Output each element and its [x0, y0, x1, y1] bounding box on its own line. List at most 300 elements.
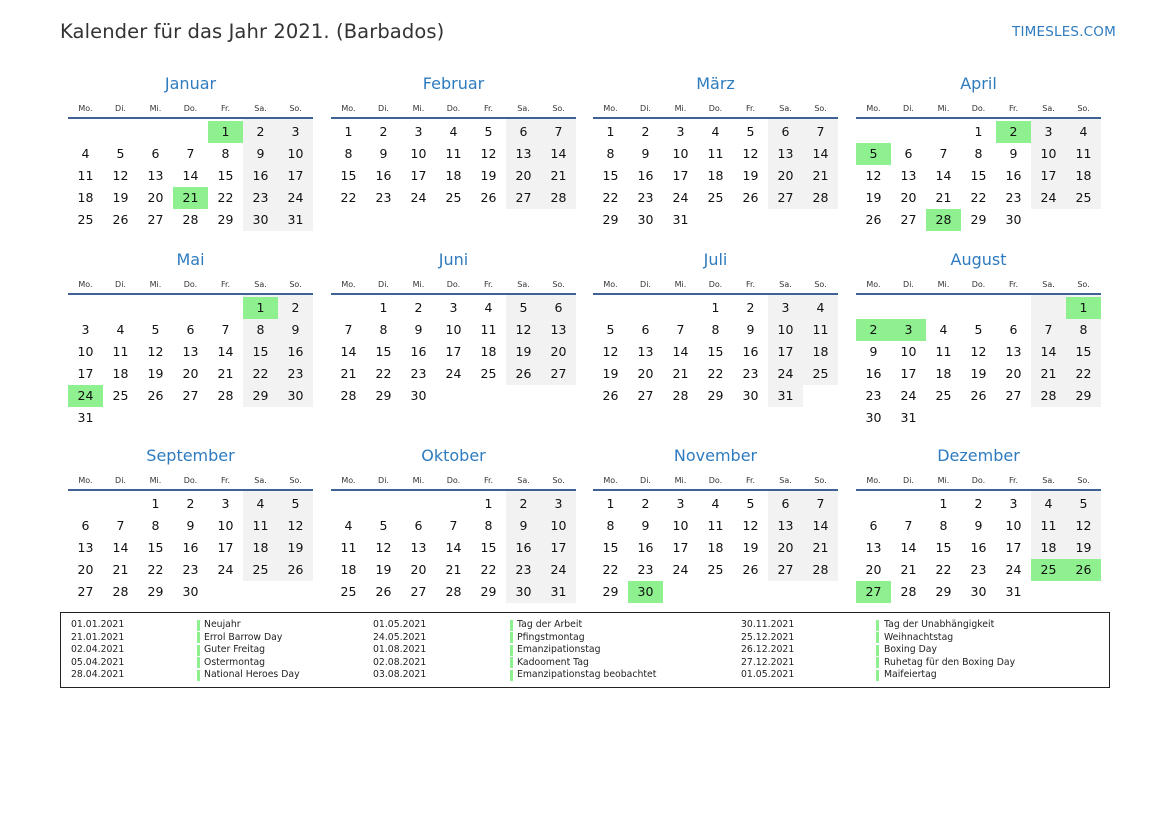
calendar-day[interactable]: 15	[602, 540, 619, 555]
calendar-day[interactable]: 24	[550, 562, 567, 577]
calendar-day[interactable]: 2	[641, 496, 650, 511]
calendar-day[interactable]: 11	[812, 322, 829, 337]
calendar-day[interactable]: 27	[777, 562, 794, 577]
calendar-day[interactable]: 2	[414, 300, 423, 315]
calendar-day[interactable]: 9	[519, 518, 528, 533]
calendar-day[interactable]: 28	[217, 388, 234, 403]
calendar-day[interactable]: 24	[410, 190, 427, 205]
calendar-day[interactable]: 28	[112, 584, 129, 599]
calendar-day[interactable]: 14	[217, 344, 234, 359]
calendar-day[interactable]: 18	[1075, 168, 1092, 183]
calendar-day[interactable]: 23	[637, 562, 654, 577]
calendar-day[interactable]: 11	[707, 146, 724, 161]
calendar-day[interactable]: 27	[147, 212, 164, 227]
calendar-day[interactable]: 26	[742, 562, 759, 577]
calendar-day[interactable]: 29	[147, 584, 164, 599]
calendar-day[interactable]: 7	[186, 146, 195, 161]
calendar-day[interactable]: 19	[375, 562, 392, 577]
calendar-day[interactable]: 20	[637, 366, 654, 381]
calendar-day[interactable]: 11	[252, 518, 269, 533]
calendar-day[interactable]: 17	[672, 168, 689, 183]
calendar-day[interactable]: 5	[746, 124, 755, 139]
calendar-day[interactable]: 8	[221, 146, 230, 161]
calendar-day[interactable]: 26	[970, 388, 987, 403]
holiday-day[interactable]: 2	[856, 319, 891, 341]
calendar-day[interactable]: 4	[449, 124, 458, 139]
calendar-day[interactable]: 20	[515, 168, 532, 183]
calendar-day[interactable]: 16	[182, 540, 199, 555]
calendar-day[interactable]: 6	[554, 300, 563, 315]
calendar-day[interactable]: 22	[375, 366, 392, 381]
calendar-day[interactable]: 4	[1079, 124, 1088, 139]
calendar-day[interactable]: 25	[252, 562, 269, 577]
calendar-day[interactable]: 13	[777, 146, 794, 161]
calendar-day[interactable]: 16	[515, 540, 532, 555]
calendar-day[interactable]: 6	[1009, 322, 1018, 337]
calendar-day[interactable]: 18	[252, 540, 269, 555]
holiday-day[interactable]: 21	[173, 187, 208, 209]
calendar-day[interactable]: 25	[112, 388, 129, 403]
calendar-day[interactable]: 13	[637, 344, 654, 359]
calendar-day[interactable]: 1	[484, 496, 493, 511]
calendar-day[interactable]: 5	[606, 322, 615, 337]
calendar-day[interactable]: 27	[515, 190, 532, 205]
calendar-day[interactable]: 12	[742, 518, 759, 533]
calendar-day[interactable]: 4	[711, 124, 720, 139]
calendar-day[interactable]: 19	[147, 366, 164, 381]
brand-link[interactable]: TIMESLES.COM	[1012, 24, 1116, 40]
calendar-day[interactable]: 17	[672, 540, 689, 555]
calendar-day[interactable]: 4	[344, 518, 353, 533]
calendar-day[interactable]: 8	[939, 518, 948, 533]
calendar-day[interactable]: 13	[147, 168, 164, 183]
calendar-day[interactable]: 11	[445, 146, 462, 161]
calendar-day[interactable]: 7	[816, 496, 825, 511]
holiday-day[interactable]: 1	[243, 297, 278, 319]
calendar-day[interactable]: 15	[217, 168, 234, 183]
calendar-day[interactable]: 8	[606, 518, 615, 533]
calendar-day[interactable]: 19	[865, 190, 882, 205]
calendar-day[interactable]: 23	[1005, 190, 1022, 205]
calendar-day[interactable]: 17	[1040, 168, 1057, 183]
calendar-day[interactable]: 26	[375, 584, 392, 599]
calendar-day[interactable]: 24	[217, 562, 234, 577]
calendar-day[interactable]: 12	[970, 344, 987, 359]
calendar-day[interactable]: 30	[637, 212, 654, 227]
calendar-day[interactable]: 3	[414, 124, 423, 139]
calendar-day[interactable]: 14	[182, 168, 199, 183]
calendar-day[interactable]: 17	[287, 168, 304, 183]
calendar-day[interactable]: 21	[112, 562, 129, 577]
calendar-day[interactable]: 6	[781, 496, 790, 511]
calendar-day[interactable]: 22	[935, 562, 952, 577]
calendar-day[interactable]: 11	[480, 322, 497, 337]
calendar-day[interactable]: 8	[344, 146, 353, 161]
calendar-day[interactable]: 23	[287, 366, 304, 381]
calendar-day[interactable]: 10	[1040, 146, 1057, 161]
calendar-day[interactable]: 3	[554, 496, 563, 511]
calendar-day[interactable]: 20	[550, 344, 567, 359]
calendar-day[interactable]: 28	[812, 190, 829, 205]
calendar-day[interactable]: 14	[550, 146, 567, 161]
calendar-day[interactable]: 20	[777, 540, 794, 555]
calendar-day[interactable]: 13	[900, 168, 917, 183]
calendar-day[interactable]: 18	[812, 344, 829, 359]
calendar-day[interactable]: 19	[287, 540, 304, 555]
calendar-day[interactable]: 18	[707, 168, 724, 183]
calendar-day[interactable]: 17	[777, 344, 794, 359]
calendar-day[interactable]: 17	[77, 366, 94, 381]
calendar-day[interactable]: 15	[935, 540, 952, 555]
calendar-day[interactable]: 13	[1005, 344, 1022, 359]
calendar-day[interactable]: 22	[217, 190, 234, 205]
calendar-day[interactable]: 28	[550, 190, 567, 205]
calendar-day[interactable]: 3	[1009, 496, 1018, 511]
calendar-day[interactable]: 6	[519, 124, 528, 139]
calendar-day[interactable]: 28	[340, 388, 357, 403]
holiday-day[interactable]: 27	[856, 581, 891, 603]
calendar-day[interactable]: 15	[340, 168, 357, 183]
calendar-day[interactable]: 21	[1040, 366, 1057, 381]
calendar-day[interactable]: 3	[676, 496, 685, 511]
calendar-day[interactable]: 30	[410, 388, 427, 403]
calendar-day[interactable]: 9	[186, 518, 195, 533]
calendar-day[interactable]: 16	[1005, 168, 1022, 183]
calendar-day[interactable]: 12	[480, 146, 497, 161]
calendar-day[interactable]: 11	[935, 344, 952, 359]
calendar-day[interactable]: 22	[602, 562, 619, 577]
calendar-day[interactable]: 9	[641, 146, 650, 161]
calendar-day[interactable]: 4	[939, 322, 948, 337]
calendar-day[interactable]: 18	[707, 540, 724, 555]
calendar-day[interactable]: 12	[375, 540, 392, 555]
calendar-day[interactable]: 15	[970, 168, 987, 183]
calendar-day[interactable]: 27	[637, 388, 654, 403]
calendar-day[interactable]: 2	[379, 124, 388, 139]
holiday-day[interactable]: 24	[68, 385, 103, 407]
calendar-day[interactable]: 21	[812, 540, 829, 555]
calendar-day[interactable]: 14	[812, 146, 829, 161]
calendar-day[interactable]: 11	[1040, 518, 1057, 533]
calendar-day[interactable]: 28	[900, 584, 917, 599]
calendar-day[interactable]: 16	[742, 344, 759, 359]
calendar-day[interactable]: 29	[935, 584, 952, 599]
calendar-day[interactable]: 26	[287, 562, 304, 577]
calendar-day[interactable]: 9	[414, 322, 423, 337]
calendar-day[interactable]: 17	[445, 344, 462, 359]
calendar-day[interactable]: 15	[375, 344, 392, 359]
calendar-day[interactable]: 31	[287, 212, 304, 227]
calendar-day[interactable]: 16	[637, 168, 654, 183]
calendar-day[interactable]: 24	[900, 388, 917, 403]
calendar-day[interactable]: 18	[1040, 540, 1057, 555]
calendar-day[interactable]: 27	[550, 366, 567, 381]
calendar-day[interactable]: 2	[746, 300, 755, 315]
calendar-day[interactable]: 14	[935, 168, 952, 183]
calendar-day[interactable]: 7	[816, 124, 825, 139]
calendar-day[interactable]: 10	[900, 344, 917, 359]
calendar-day[interactable]: 16	[287, 344, 304, 359]
calendar-day[interactable]: 16	[375, 168, 392, 183]
calendar-day[interactable]: 26	[515, 366, 532, 381]
calendar-day[interactable]: 2	[974, 496, 983, 511]
calendar-day[interactable]: 18	[77, 190, 94, 205]
calendar-day[interactable]: 21	[550, 168, 567, 183]
calendar-day[interactable]: 27	[900, 212, 917, 227]
calendar-day[interactable]: 28	[182, 212, 199, 227]
calendar-day[interactable]: 18	[480, 344, 497, 359]
calendar-day[interactable]: 22	[602, 190, 619, 205]
calendar-day[interactable]: 23	[375, 190, 392, 205]
calendar-day[interactable]: 27	[182, 388, 199, 403]
calendar-day[interactable]: 8	[974, 146, 983, 161]
calendar-day[interactable]: 9	[869, 344, 878, 359]
calendar-day[interactable]: 22	[252, 366, 269, 381]
holiday-day[interactable]: 3	[891, 319, 926, 341]
calendar-day[interactable]: 7	[221, 322, 230, 337]
calendar-day[interactable]: 5	[974, 322, 983, 337]
calendar-day[interactable]: 10	[77, 344, 94, 359]
calendar-day[interactable]: 14	[112, 540, 129, 555]
calendar-day[interactable]: 18	[935, 366, 952, 381]
calendar-day[interactable]: 25	[812, 366, 829, 381]
calendar-day[interactable]: 16	[865, 366, 882, 381]
calendar-day[interactable]: 15	[480, 540, 497, 555]
calendar-day[interactable]: 28	[672, 388, 689, 403]
calendar-day[interactable]: 21	[812, 168, 829, 183]
calendar-day[interactable]: 30	[1005, 212, 1022, 227]
calendar-day[interactable]: 27	[1005, 388, 1022, 403]
calendar-day[interactable]: 10	[777, 322, 794, 337]
calendar-day[interactable]: 19	[742, 540, 759, 555]
calendar-day[interactable]: 2	[186, 496, 195, 511]
calendar-day[interactable]: 24	[672, 562, 689, 577]
calendar-day[interactable]: 23	[970, 562, 987, 577]
calendar-day[interactable]: 12	[742, 146, 759, 161]
calendar-day[interactable]: 13	[515, 146, 532, 161]
calendar-day[interactable]: 22	[480, 562, 497, 577]
calendar-day[interactable]: 27	[77, 584, 94, 599]
holiday-day[interactable]: 1	[1066, 297, 1101, 319]
calendar-day[interactable]: 11	[1075, 146, 1092, 161]
calendar-day[interactable]: 17	[1005, 540, 1022, 555]
calendar-day[interactable]: 4	[484, 300, 493, 315]
calendar-day[interactable]: 25	[707, 190, 724, 205]
calendar-day[interactable]: 14	[900, 540, 917, 555]
calendar-day[interactable]: 4	[1044, 496, 1053, 511]
calendar-day[interactable]: 22	[707, 366, 724, 381]
calendar-day[interactable]: 7	[554, 124, 563, 139]
calendar-day[interactable]: 31	[900, 410, 917, 425]
calendar-day[interactable]: 8	[151, 518, 160, 533]
calendar-day[interactable]: 13	[777, 518, 794, 533]
calendar-day[interactable]: 20	[900, 190, 917, 205]
holiday-day[interactable]: 28	[926, 209, 961, 231]
calendar-day[interactable]: 19	[515, 344, 532, 359]
calendar-day[interactable]: 21	[672, 366, 689, 381]
calendar-day[interactable]: 23	[410, 366, 427, 381]
calendar-day[interactable]: 19	[480, 168, 497, 183]
calendar-day[interactable]: 15	[1075, 344, 1092, 359]
calendar-day[interactable]: 9	[256, 146, 265, 161]
calendar-day[interactable]: 21	[900, 562, 917, 577]
calendar-day[interactable]: 10	[1005, 518, 1022, 533]
calendar-day[interactable]: 7	[904, 518, 913, 533]
calendar-day[interactable]: 30	[287, 388, 304, 403]
calendar-day[interactable]: 29	[252, 388, 269, 403]
calendar-day[interactable]: 12	[865, 168, 882, 183]
calendar-day[interactable]: 9	[1009, 146, 1018, 161]
calendar-day[interactable]: 11	[77, 168, 94, 183]
calendar-day[interactable]: 31	[550, 584, 567, 599]
calendar-day[interactable]: 26	[742, 190, 759, 205]
calendar-day[interactable]: 28	[1040, 388, 1057, 403]
calendar-day[interactable]: 26	[865, 212, 882, 227]
calendar-day[interactable]: 7	[449, 518, 458, 533]
calendar-day[interactable]: 14	[340, 344, 357, 359]
calendar-day[interactable]: 8	[606, 146, 615, 161]
calendar-day[interactable]: 14	[1040, 344, 1057, 359]
holiday-day[interactable]: 2	[996, 121, 1031, 143]
calendar-day[interactable]: 20	[410, 562, 427, 577]
calendar-day[interactable]: 8	[256, 322, 265, 337]
calendar-day[interactable]: 17	[900, 366, 917, 381]
calendar-day[interactable]: 10	[445, 322, 462, 337]
calendar-day[interactable]: 29	[480, 584, 497, 599]
calendar-day[interactable]: 24	[672, 190, 689, 205]
calendar-day[interactable]: 4	[81, 146, 90, 161]
holiday-day[interactable]: 1	[208, 121, 243, 143]
calendar-day[interactable]: 29	[1075, 388, 1092, 403]
calendar-day[interactable]: 13	[77, 540, 94, 555]
calendar-day[interactable]: 3	[291, 124, 300, 139]
calendar-day[interactable]: 20	[77, 562, 94, 577]
calendar-day[interactable]: 5	[116, 146, 125, 161]
calendar-day[interactable]: 27	[410, 584, 427, 599]
calendar-day[interactable]: 22	[970, 190, 987, 205]
calendar-day[interactable]: 31	[77, 410, 94, 425]
calendar-day[interactable]: 21	[445, 562, 462, 577]
calendar-day[interactable]: 21	[217, 366, 234, 381]
calendar-day[interactable]: 15	[147, 540, 164, 555]
calendar-day[interactable]: 19	[742, 168, 759, 183]
calendar-day[interactable]: 18	[112, 366, 129, 381]
calendar-day[interactable]: 7	[1044, 322, 1053, 337]
calendar-day[interactable]: 1	[344, 124, 353, 139]
calendar-day[interactable]: 10	[217, 518, 234, 533]
calendar-day[interactable]: 9	[641, 518, 650, 533]
calendar-day[interactable]: 7	[116, 518, 125, 533]
calendar-day[interactable]: 19	[112, 190, 129, 205]
calendar-day[interactable]: 13	[182, 344, 199, 359]
calendar-day[interactable]: 30	[970, 584, 987, 599]
calendar-day[interactable]: 1	[606, 124, 615, 139]
calendar-day[interactable]: 5	[746, 496, 755, 511]
calendar-day[interactable]: 10	[672, 146, 689, 161]
calendar-day[interactable]: 23	[637, 190, 654, 205]
calendar-day[interactable]: 22	[1075, 366, 1092, 381]
calendar-day[interactable]: 5	[519, 300, 528, 315]
calendar-day[interactable]: 23	[515, 562, 532, 577]
calendar-day[interactable]: 1	[711, 300, 720, 315]
calendar-day[interactable]: 20	[1005, 366, 1022, 381]
calendar-day[interactable]: 5	[1079, 496, 1088, 511]
calendar-day[interactable]: 31	[1005, 584, 1022, 599]
calendar-day[interactable]: 29	[970, 212, 987, 227]
calendar-day[interactable]: 7	[676, 322, 685, 337]
calendar-day[interactable]: 24	[1005, 562, 1022, 577]
calendar-day[interactable]: 22	[147, 562, 164, 577]
calendar-day[interactable]: 5	[291, 496, 300, 511]
calendar-day[interactable]: 6	[904, 146, 913, 161]
calendar-day[interactable]: 29	[375, 388, 392, 403]
calendar-day[interactable]: 10	[287, 146, 304, 161]
calendar-day[interactable]: 1	[974, 124, 983, 139]
calendar-day[interactable]: 1	[151, 496, 160, 511]
calendar-day[interactable]: 30	[515, 584, 532, 599]
calendar-day[interactable]: 24	[1040, 190, 1057, 205]
calendar-day[interactable]: 10	[410, 146, 427, 161]
calendar-day[interactable]: 29	[602, 584, 619, 599]
holiday-day[interactable]: 25	[1031, 559, 1066, 581]
calendar-day[interactable]: 18	[445, 168, 462, 183]
calendar-day[interactable]: 13	[865, 540, 882, 555]
calendar-day[interactable]: 19	[970, 366, 987, 381]
calendar-day[interactable]: 12	[1075, 518, 1092, 533]
calendar-day[interactable]: 2	[519, 496, 528, 511]
calendar-day[interactable]: 26	[147, 388, 164, 403]
calendar-day[interactable]: 12	[147, 344, 164, 359]
calendar-day[interactable]: 3	[781, 300, 790, 315]
calendar-day[interactable]: 25	[707, 562, 724, 577]
calendar-day[interactable]: 4	[256, 496, 265, 511]
calendar-day[interactable]: 16	[970, 540, 987, 555]
calendar-day[interactable]: 11	[112, 344, 129, 359]
holiday-day[interactable]: 26	[1066, 559, 1101, 581]
calendar-day[interactable]: 8	[379, 322, 388, 337]
calendar-day[interactable]: 18	[340, 562, 357, 577]
calendar-day[interactable]: 3	[1044, 124, 1053, 139]
calendar-day[interactable]: 20	[777, 168, 794, 183]
calendar-day[interactable]: 25	[1075, 190, 1092, 205]
calendar-day[interactable]: 23	[252, 190, 269, 205]
calendar-day[interactable]: 30	[742, 388, 759, 403]
calendar-day[interactable]: 27	[777, 190, 794, 205]
calendar-day[interactable]: 12	[112, 168, 129, 183]
calendar-day[interactable]: 30	[252, 212, 269, 227]
calendar-day[interactable]: 7	[344, 322, 353, 337]
calendar-day[interactable]: 9	[291, 322, 300, 337]
calendar-day[interactable]: 28	[445, 584, 462, 599]
calendar-day[interactable]: 25	[77, 212, 94, 227]
calendar-day[interactable]: 22	[340, 190, 357, 205]
calendar-day[interactable]: 23	[182, 562, 199, 577]
calendar-day[interactable]: 21	[935, 190, 952, 205]
calendar-day[interactable]: 20	[147, 190, 164, 205]
calendar-day[interactable]: 21	[340, 366, 357, 381]
holiday-day[interactable]: 5	[856, 143, 891, 165]
calendar-day[interactable]: 13	[410, 540, 427, 555]
calendar-day[interactable]: 9	[746, 322, 755, 337]
calendar-day[interactable]: 7	[939, 146, 948, 161]
calendar-day[interactable]: 20	[865, 562, 882, 577]
calendar-day[interactable]: 23	[865, 388, 882, 403]
calendar-day[interactable]: 26	[112, 212, 129, 227]
calendar-day[interactable]: 8	[484, 518, 493, 533]
calendar-day[interactable]: 2	[641, 124, 650, 139]
calendar-day[interactable]: 17	[217, 540, 234, 555]
calendar-day[interactable]: 9	[974, 518, 983, 533]
